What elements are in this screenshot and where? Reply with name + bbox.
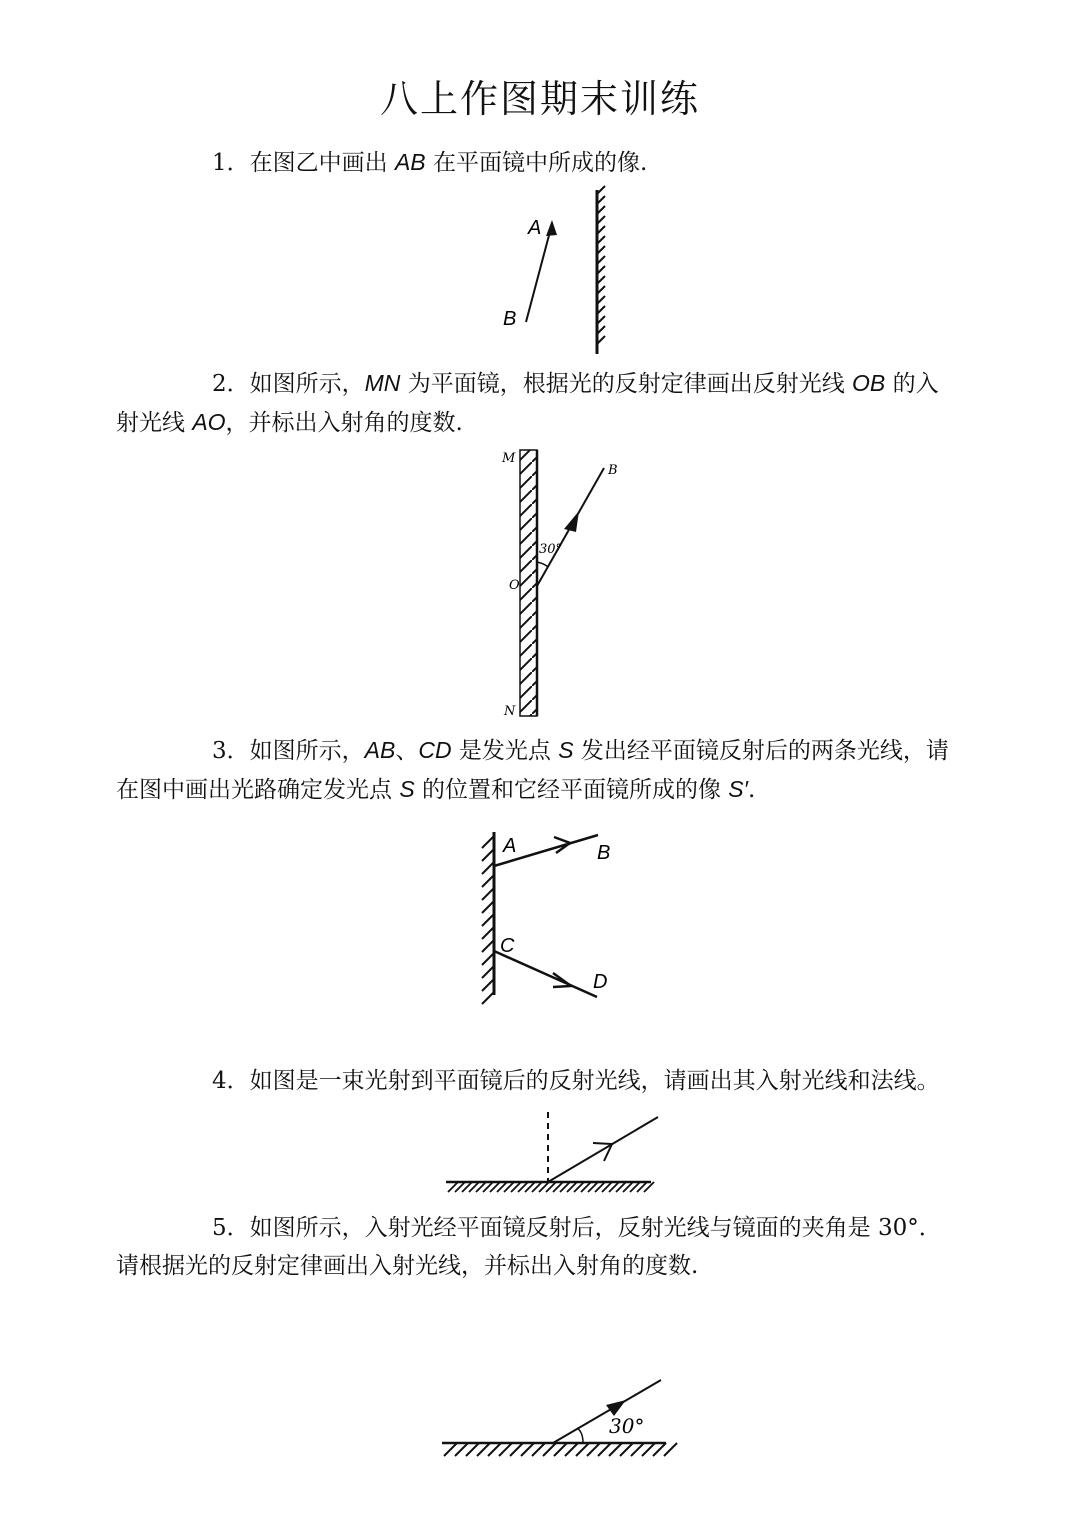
label-n: N xyxy=(504,704,516,719)
question-4: 4．如图是一束光射到平面镜后的反射光线，请画出其入射光线和法线。 xyxy=(116,1062,956,1100)
figure-5 xyxy=(442,1380,677,1456)
angle-label: 30° xyxy=(539,542,563,557)
plane-mirror xyxy=(482,832,494,1004)
angle-arc xyxy=(537,562,548,567)
reflected-ray xyxy=(548,1117,658,1182)
label-a: A xyxy=(528,217,542,239)
question-number: 3． xyxy=(212,738,250,764)
figure-4 xyxy=(446,1112,658,1192)
label-o: O xyxy=(509,578,520,593)
plane-mirror xyxy=(597,186,605,354)
question-3: 3．如图所示，AB、CD 是发光点 S 发出经平面镜反射后的两条光线，请在图中画出光路确定发光点 S 的位置和它经平面镜所成的像 S′. xyxy=(116,731,956,809)
arrowhead-icon xyxy=(564,511,579,532)
arrowhead-icon xyxy=(553,973,571,987)
arrowhead-icon xyxy=(546,220,557,236)
plane-mirror xyxy=(520,450,537,716)
question-2: 2．如图所示，MN 为平面镜，根据光的反射定律画出反射光线 OB 的入射光线 AO，并标出入射角的度数. xyxy=(116,364,956,442)
label-a: A xyxy=(503,835,517,857)
label-c: C xyxy=(500,935,515,957)
question-5: 5．如图所示，入射光经平面镜反射后，反射光线与镜面的夹角是 30°．请根据光的反射定律画出入射光线，并标出入射角的度数. xyxy=(116,1209,956,1285)
question-number: 4． xyxy=(212,1068,250,1094)
question-1: 1．在图乙中画出 AB 在平面镜中所成的像. xyxy=(116,143,956,182)
question-number: 2． xyxy=(212,371,250,397)
page-title: 八上作图期末训练 xyxy=(379,77,700,121)
figure-2 xyxy=(501,450,618,719)
reflected-ray xyxy=(553,1380,661,1443)
figure-3 xyxy=(482,832,610,1004)
ray-cd xyxy=(494,951,597,997)
label-b: B xyxy=(597,842,611,864)
label-b: B xyxy=(608,463,618,478)
angle-arc xyxy=(577,1428,583,1443)
figure-1 xyxy=(503,186,605,354)
question-number: 5． xyxy=(212,1215,250,1241)
label-b: B xyxy=(503,308,517,330)
label-d: D xyxy=(593,971,608,993)
question-number: 1． xyxy=(212,150,250,176)
label-m: M xyxy=(502,451,516,466)
angle-label: 30° xyxy=(609,1414,645,1438)
